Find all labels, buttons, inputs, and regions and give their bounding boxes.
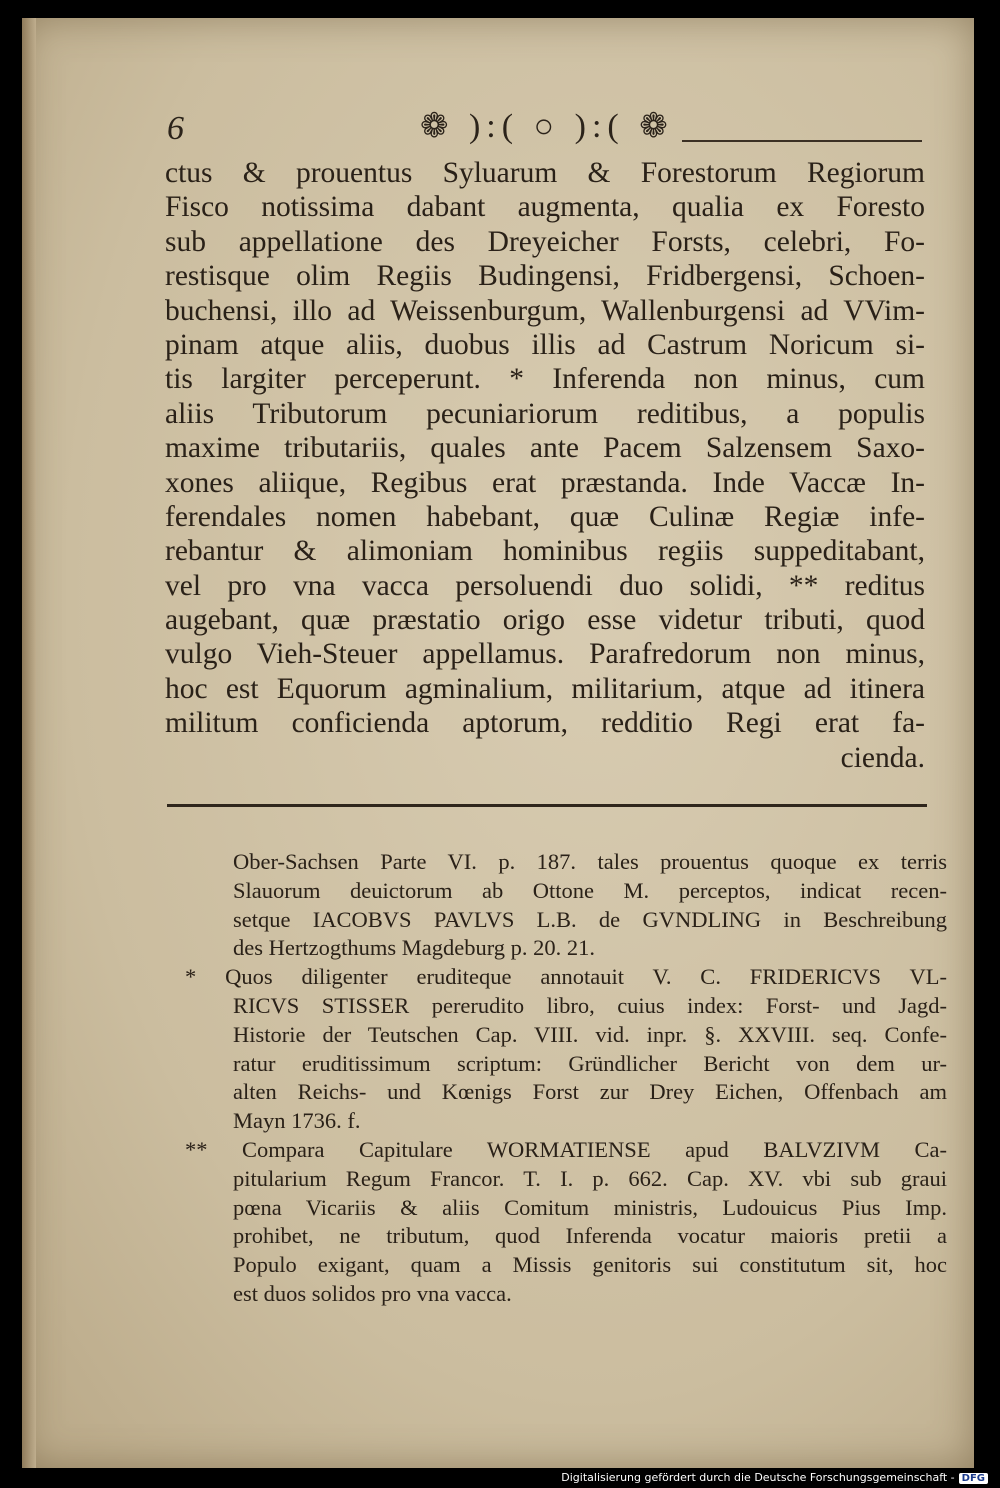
footnotes xyxy=(185,848,947,1309)
main-text-line: buchensi, illo ad Weissenburgum, Wallenburgensi ad VVim- xyxy=(165,294,925,327)
main-text-line: ctus & prouentus Syluarum & Forestorum Regiorum xyxy=(165,157,925,189)
main-text-body xyxy=(165,156,925,775)
footnote-line: * Quos diligenter eruditeque annotauit V. C. FRIDERICVS VL- xyxy=(185,964,947,990)
main-text-line: vulgo Vieh-Steuer appellamus. Parafredorum non minus, xyxy=(165,638,925,671)
footnote-line: ratur eruditissimum scriptum: Gründlicher Bericht von dem ur- xyxy=(233,1050,947,1076)
header-ornament: ❁ ):( ○ ):( ❁ xyxy=(420,108,674,145)
main-text-line: militum conficienda aptorum, redditio Regi erat fa- xyxy=(165,707,925,740)
footnote-separator-rule xyxy=(167,804,927,807)
footnote-line: des Hertzogthums Magdeburg p. 20. 21. xyxy=(233,935,596,961)
main-text-line: maxime tributariis, quales ante Pacem Salzensem Saxo- xyxy=(165,432,925,465)
footnote-line: alten Reichs- und Kœnigs Forst zur Drey Eichen, Offenbach am xyxy=(233,1079,947,1105)
main-text-line: xones aliique, Regibus erat præstanda. Inde Vaccæ In- xyxy=(165,466,925,499)
dfg-logo: DFG xyxy=(959,1473,988,1484)
main-text-line: rebantur & alimoniam hominibus regiis suppeditabant, xyxy=(165,535,925,568)
footnote-line: pitularium Regum Francor. T. I. p. 662. Cap. XV. vbi sub graui xyxy=(233,1165,947,1191)
page-gutter-edge xyxy=(22,18,36,1468)
main-text-line: vel pro vna vacca persoluendi duo solidi, ** reditus xyxy=(165,569,925,602)
header-rule-right xyxy=(682,140,922,142)
main-text-line: hoc est Equorum agminalium, militarium, atque ad itinera xyxy=(165,672,925,705)
main-text-line: cienda. xyxy=(840,741,925,774)
footnote-line: setque IACOBVS PAVLVS L.B. de GVNDLING in Beschreibung xyxy=(233,906,947,932)
footnote-line: prohibet, ne tributum, quod Inferenda vocatur maioris pretii a xyxy=(233,1223,947,1249)
main-text-line: pinam atque aliis, duobus illis ad Castrum Noricum si- xyxy=(165,328,925,361)
book-page xyxy=(22,18,974,1468)
footnote-line: Populo exigant, quam a Missis genitoris sui constitutum sit, hoc xyxy=(233,1252,947,1278)
main-text-line: tis largiter perceperunt. * Inferenda non minus, cum xyxy=(165,363,925,396)
page-number: 6 xyxy=(167,110,184,147)
credit-text: Digitalisierung gefördert durch die Deutsche Forschungsgemeinschaft - xyxy=(561,1471,955,1484)
page-header xyxy=(22,96,974,156)
main-text-line: augebant, quæ præstatio origo esse videtur tributi, quod xyxy=(165,604,925,637)
digitization-credit xyxy=(561,1471,988,1484)
footnote-line: Slauorum deuictorum ab Ottone M. perceptos, indicat recen- xyxy=(233,877,947,903)
footnote-line: RICVS STISSER pererudito libro, cuius index: Forst- und Jagd- xyxy=(233,992,947,1018)
main-text-line: ferendales nomen habebant, quæ Culinæ Regiæ infe- xyxy=(165,500,925,533)
footnote-line: Ober-Sachsen Parte VI. p. 187. tales prouentus quoque ex terris xyxy=(233,849,947,874)
footnote-line: Mayn 1736. f. xyxy=(233,1108,361,1134)
main-text-line: Fisco notissima dabant augmenta, qualia ex Foresto xyxy=(165,191,925,224)
main-text-line: sub appellatione des Dreyeicher Forsts, celebri, Fo- xyxy=(165,225,925,258)
main-text-line: restisque olim Regiis Budingensi, Fridbergensi, Schoen- xyxy=(165,260,925,293)
footnote-line: pœna Vicariis & aliis Comitum ministris, Ludouicus Pius Imp. xyxy=(233,1194,947,1220)
main-text-line: aliis Tributorum pecuniariorum reditibus, a populis xyxy=(165,397,925,430)
footnote-line: Historie der Teutschen Cap. VIII. vid. inpr. §. XXVIII. seq. Confe- xyxy=(233,1021,947,1047)
footnote-line: ** Compara Capitulare WORMATIENSE apud BALVZIVM Ca- xyxy=(185,1136,947,1162)
footnote-line: est duos solidos pro vna vacca. xyxy=(233,1280,512,1306)
